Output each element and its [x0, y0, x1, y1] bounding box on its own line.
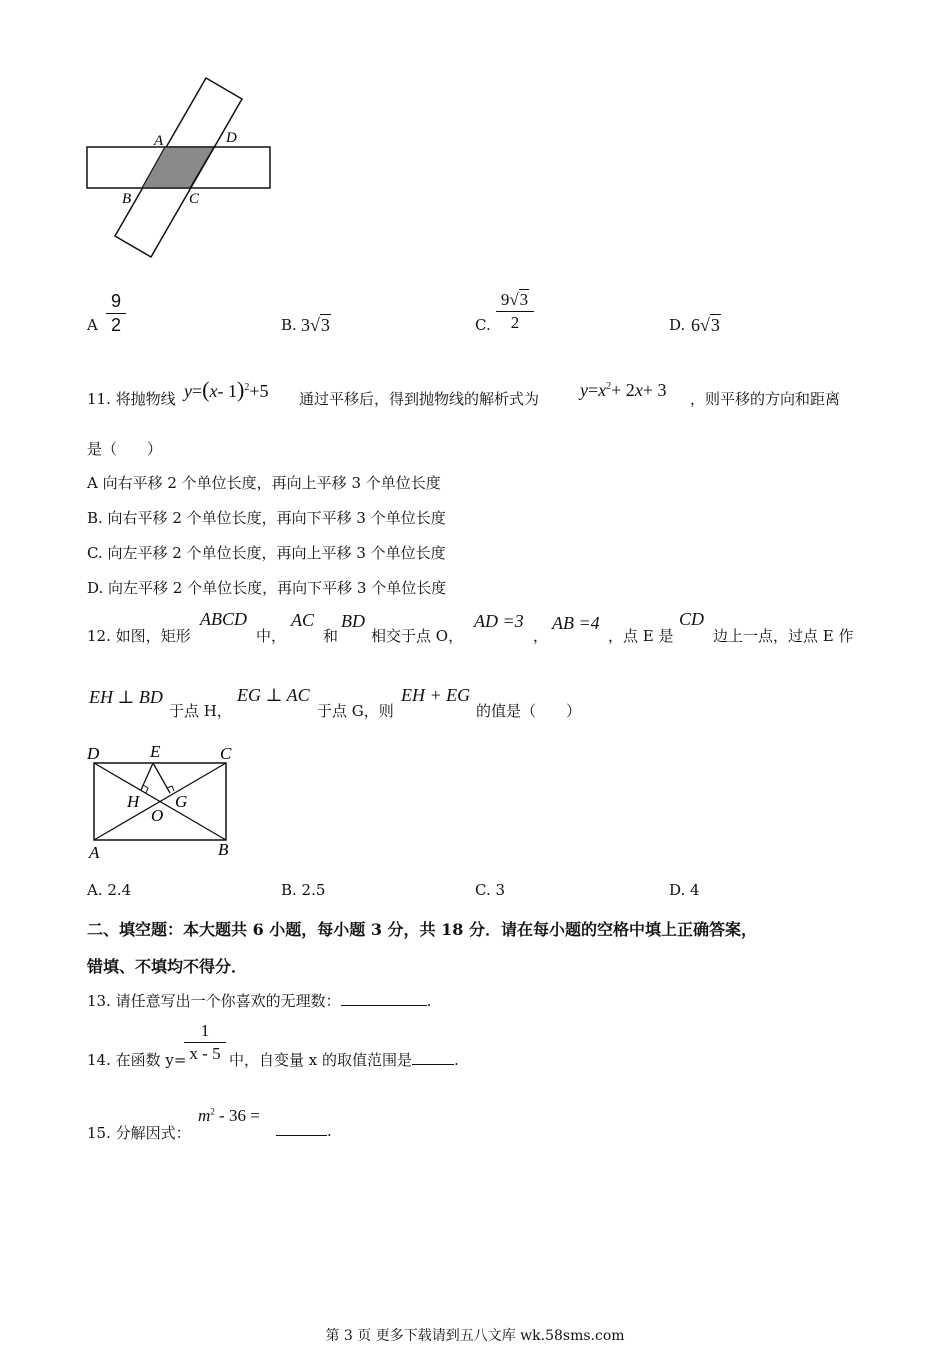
q11-option-b[interactable]: B. 向右平移 2 个单位长度，再向下平移 3 个单位长度: [87, 509, 446, 527]
q14-rest: [229, 1049, 459, 1070]
q12-math-eh-perp-bd: EH ⊥ BD: [89, 687, 163, 707]
label-D: D: [226, 130, 237, 146]
q12-math-ab: AB =4: [552, 613, 600, 633]
numerator: 9√3: [500, 290, 529, 309]
q12-option-a[interactable]: A. 2.4: [87, 881, 132, 899]
denominator: x - 5: [189, 1044, 221, 1063]
label-H: H: [127, 792, 140, 811]
label-D: D: [87, 744, 100, 763]
label-A: A: [89, 843, 100, 862]
fraction: [496, 290, 534, 333]
q14-text-1: 14. 在函数 y=: [87, 1051, 187, 1069]
q12-figure: [82, 738, 242, 868]
fraction: [106, 291, 126, 336]
coefficient: 3: [301, 315, 310, 335]
numerator: 1: [200, 1021, 210, 1040]
label-C: C: [189, 191, 200, 207]
q12-text-4: 相交于点 O，: [371, 627, 464, 645]
option-letter: C.: [475, 316, 491, 334]
label-O: O: [151, 806, 164, 825]
q12-text-10: 的值是（ ）: [476, 702, 582, 720]
q14-end: .: [454, 1051, 459, 1069]
label-B: B: [122, 191, 132, 207]
q11-option-a[interactable]: A 向右平移 2 个单位长度，再向上平移 3 个单位长度: [87, 474, 441, 492]
q12-text-6: ，点 E 是: [608, 627, 674, 645]
label-G: G: [175, 792, 188, 811]
q12-text-5: ，: [533, 627, 549, 645]
q13: [87, 990, 431, 1011]
radical-expression: [691, 315, 721, 336]
page-footer: 第 3 页 更多下载请到五八文库 wk.58sms.com: [325, 1328, 625, 1344]
q12-option-b[interactable]: B. 2.5: [281, 881, 326, 899]
q12-option-d[interactable]: D. 4: [669, 881, 700, 899]
q12-math-ad: AD =3: [474, 611, 524, 631]
q12-math-cd: CD: [679, 609, 705, 629]
section-2-heading: 二、填空题：本大题共 6 小题，每小题 3 分，共 18 分．请在每小题的空格中填上正确答案，: [87, 920, 757, 939]
q12-math-abcd: ABCD: [200, 609, 247, 629]
q13-text: 13. 请任意写出一个你喜欢的无理数：: [87, 992, 341, 1010]
q11-line-2: 是（ ）: [87, 440, 163, 458]
numerator: 9: [110, 291, 121, 311]
segment-eh: [141, 763, 153, 790]
sqrt-sign: √: [700, 315, 710, 335]
label-E: E: [150, 742, 161, 761]
radical-expression: [301, 315, 331, 336]
q15-expression: $m^2 - 36$ =: [198, 1106, 260, 1125]
q12-text-1: 12. 如图，矩形: [87, 627, 191, 645]
segment-eg: [153, 763, 170, 793]
q12-math-sum: EH + EG: [401, 685, 471, 705]
label-C: C: [220, 744, 232, 763]
q12-text-2: 中，: [256, 627, 287, 645]
q11-prefix: 11. 将抛物线: [87, 390, 176, 408]
q11-suffix: ，则平移的方向和距离: [690, 390, 841, 408]
q12-text-3: 和: [323, 627, 339, 645]
q12-math-ac: AC: [291, 610, 315, 630]
denominator: 2: [510, 313, 520, 332]
radicand: 3: [710, 315, 720, 335]
q15-text: 15. 分解因式：: [87, 1124, 191, 1142]
radicand: 3: [320, 315, 330, 335]
fraction-bar: [106, 313, 126, 314]
q14-fraction: [184, 1021, 226, 1064]
fraction-bar: [496, 311, 534, 312]
q12-option-c[interactable]: C. 3: [475, 881, 506, 899]
q13-answer-blank[interactable]: [341, 1005, 427, 1006]
fraction-bar: [184, 1042, 226, 1043]
section-2-heading-line-2: 错填、不填均不得分．: [87, 957, 248, 976]
option-letter: D.: [669, 316, 686, 334]
sqrt-sign: √: [310, 315, 320, 335]
option-letter: B.: [281, 316, 297, 334]
q15-answer: [276, 1122, 332, 1140]
q12-text-8: 于点 H，: [169, 702, 232, 720]
q11-option-d[interactable]: D. 向左平移 2 个单位长度，再向下平移 3 个单位长度: [87, 579, 447, 597]
label-B: B: [218, 840, 229, 859]
q15-answer-blank[interactable]: [276, 1135, 327, 1136]
q12-math-bd: BD: [341, 611, 365, 631]
denominator: 2: [110, 315, 121, 335]
coefficient: 6: [691, 315, 700, 335]
q12-text-9: 于点 G，则: [317, 702, 394, 720]
radicand: 3: [519, 290, 529, 309]
q10-figure: [80, 70, 280, 265]
q11-expression-2: $y=x^2+ 2x+ 3$: [580, 380, 667, 400]
q12-text-7: 边上一点，过点 E 作: [713, 627, 854, 645]
option-letter: A: [87, 316, 98, 334]
label-A: A: [154, 133, 164, 149]
q11-expression-1: y=(x- 1)$^2$+5: [184, 377, 269, 402]
q15-end: .: [327, 1122, 332, 1140]
q11-option-c[interactable]: C. 向左平移 2 个单位长度，再向上平移 3 个单位长度: [87, 544, 446, 562]
q14-answer-blank[interactable]: [412, 1064, 454, 1065]
q13-end: .: [426, 992, 432, 1010]
q11-middle-text: 通过平移后，得到抛物线的解析式为: [299, 390, 540, 408]
q12-math-eg-perp-ac: EG ⊥ AC: [237, 685, 310, 705]
q14-text-2: 中，自变量 x 的取值范围是: [229, 1051, 412, 1069]
